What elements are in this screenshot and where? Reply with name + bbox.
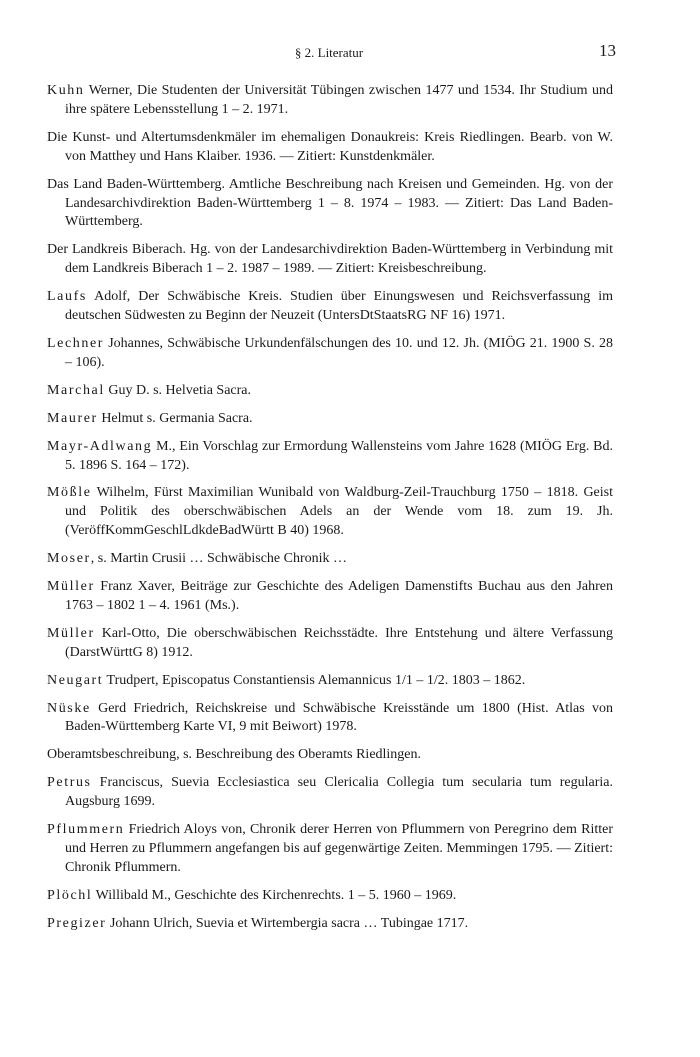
entry-text: Franciscus, Suevia Ecclesiastica seu Clericalia Collegia tum secularia tum regularia. Augsburg 1699. bbox=[65, 775, 613, 810]
page-number: 13 bbox=[599, 41, 616, 60]
entry-text: Guy D. s. Helvetia Sacra. bbox=[104, 382, 252, 398]
entry-text: M., Ein Vorschlag zur Ermordung Wallensteins vom Jahre 1628 (MIÖG Erg. Bd. 5. 1896 S. 164 – 172). bbox=[65, 438, 613, 473]
entry-text: Werner, Die Studenten der Universität Tübingen zwischen 1477 und 1534. Ihr Studium und ihre spätere Lebensstellung 1 – 2. 1971. bbox=[65, 83, 613, 117]
entry-author: Nüske bbox=[47, 700, 91, 716]
entry-author: Müller bbox=[47, 579, 95, 595]
bibliography-entry bbox=[47, 484, 613, 541]
entry-text: Helmut s. Germania Sacra. bbox=[97, 410, 253, 426]
bibliography-entry bbox=[47, 129, 613, 167]
bibliography-entry bbox=[47, 672, 613, 691]
entry-author: Marchal bbox=[47, 382, 105, 398]
entry-author: Laufs bbox=[47, 289, 87, 305]
entry-author: Pflummern bbox=[47, 822, 125, 838]
bibliography-entry bbox=[47, 550, 613, 569]
bibliography-entry bbox=[47, 82, 613, 120]
bibliography-entry bbox=[47, 625, 613, 663]
entry-text: Das Land Baden-Württemberg. Amtliche Beschreibung nach Kreisen und Gemeinden. Hg. von der Landesarchivdirektion Baden-Württemberg 1 – 8. 1974 – 1983. — Zitiert: Das Land Baden-Württemberg. bbox=[47, 176, 613, 230]
entry-text: Friedrich Aloys von, Chronik derer Herren von Pflummern von Peregrino dem Ritter und Herren zu Pflummern angefangen bis auf gegenwärtige Zeiten. Memmingen 1795. — Zitiert: Chronik Pflummern. bbox=[65, 822, 613, 875]
bibliography-entry bbox=[47, 382, 613, 401]
entry-text: Adolf, Der Schwäbische Kreis. Studien über Einungswesen und Reichsverfassung im deutschen Südwesten zu Beginn der Neuzeit (UntersDtStaatsRG NF 16) 1971. bbox=[65, 289, 613, 324]
bibliography-entry bbox=[47, 241, 613, 279]
bibliography-entry bbox=[47, 578, 613, 616]
bibliography-entry bbox=[47, 410, 613, 429]
entry-author: Petrus bbox=[47, 775, 92, 791]
bibliography-list bbox=[47, 82, 613, 943]
entry-text: Johann Ulrich, Suevia et Wirtembergia sacra … Tubingae 1717. bbox=[106, 915, 469, 931]
entry-author: Pregizer bbox=[47, 915, 107, 931]
entry-author: Müller bbox=[47, 625, 95, 641]
entry-text: , s. Martin Crusii … Schwäbische Chronik … bbox=[90, 551, 348, 567]
entry-text: Franz Xaver, Beiträge zur Geschichte des Adeligen Damenstifts Buchau aus den Jahren 1763 – 1802 1 – 4. 1961 (Ms.). bbox=[65, 579, 613, 613]
bibliography-entry bbox=[47, 288, 613, 326]
entry-text: Oberamtsbeschreibung, s. Beschreibung des Oberamts Riedlingen. bbox=[47, 747, 422, 763]
bibliography-entry bbox=[47, 915, 613, 934]
header-title: § 2. Literatur bbox=[294, 45, 364, 60]
entry-text: Trudpert, Episcopatus Constantiensis Alemannicus 1/1 – 1/2. 1803 – 1862. bbox=[103, 672, 526, 688]
bibliography-entry bbox=[47, 438, 613, 476]
entry-text: Willibald M., Geschichte des Kirchenrechts. 1 – 5. 1960 – 1969. bbox=[92, 887, 457, 903]
bibliography-entry bbox=[47, 335, 613, 373]
bibliography-entry bbox=[47, 887, 613, 906]
bibliography-entry bbox=[47, 821, 613, 878]
entry-author: Mößle bbox=[47, 485, 92, 501]
entry-author: Plöchl bbox=[47, 887, 93, 903]
bibliography-entry bbox=[47, 700, 613, 738]
entry-text: Die Kunst- und Altertumsdenkmäler im ehemaligen Donaukreis: Kreis Riedlingen. Bearb. von W. von Matthey und Hans Klaiber. 1936. — Zitiert: Kunstdenkmäler. bbox=[47, 129, 613, 164]
entry-text: Der Landkreis Biberach. Hg. von der Landesarchivdirektion Baden-Württemberg in Verbindung mit dem Landkreis Biberach 1 – 2. 1987 – 1989. — Zitiert: Kreisbeschreibung. bbox=[47, 242, 613, 277]
entry-author: Mayr-Adlwang bbox=[47, 438, 153, 454]
entry-author: Moser bbox=[47, 551, 91, 567]
bibliography-entry bbox=[47, 774, 613, 812]
bibliography-entry bbox=[47, 746, 613, 765]
entry-text: Wilhelm, Fürst Maximilian Wunibald von Waldburg-Zeil-Trauchburg 1750 – 1818. Geist und Politik des oberschwäbischen Adels an der Wende vom 18. zum 19. Jh. (VeröffKommGeschlLdkdeBadWürtt B 40) 1968. bbox=[65, 485, 613, 539]
entry-author: Maurer bbox=[47, 410, 98, 426]
entry-text: Karl-Otto, Die oberschwäbischen Reichsstädte. Ihre Entstehung und ältere Verfassung (DarstWürttG 8) 1912. bbox=[65, 625, 613, 660]
entry-author: Kuhn bbox=[47, 83, 85, 98]
entry-text: Gerd Friedrich, Reichskreise und Schwäbische Kreisstände um 1800 (Hist. Atlas von Baden-Württemberg Karte VI, 9 mit Beiwort) 1978. bbox=[65, 700, 613, 735]
bibliography-entry bbox=[47, 176, 613, 233]
entry-text: Johannes, Schwäbische Urkundenfälschungen des 10. und 12. Jh. (MIÖG 21. 1900 S. 28 – 106). bbox=[65, 335, 613, 370]
running-header bbox=[42, 43, 616, 63]
entry-author: Lechner bbox=[47, 335, 105, 351]
entry-author: Neugart bbox=[47, 672, 104, 688]
